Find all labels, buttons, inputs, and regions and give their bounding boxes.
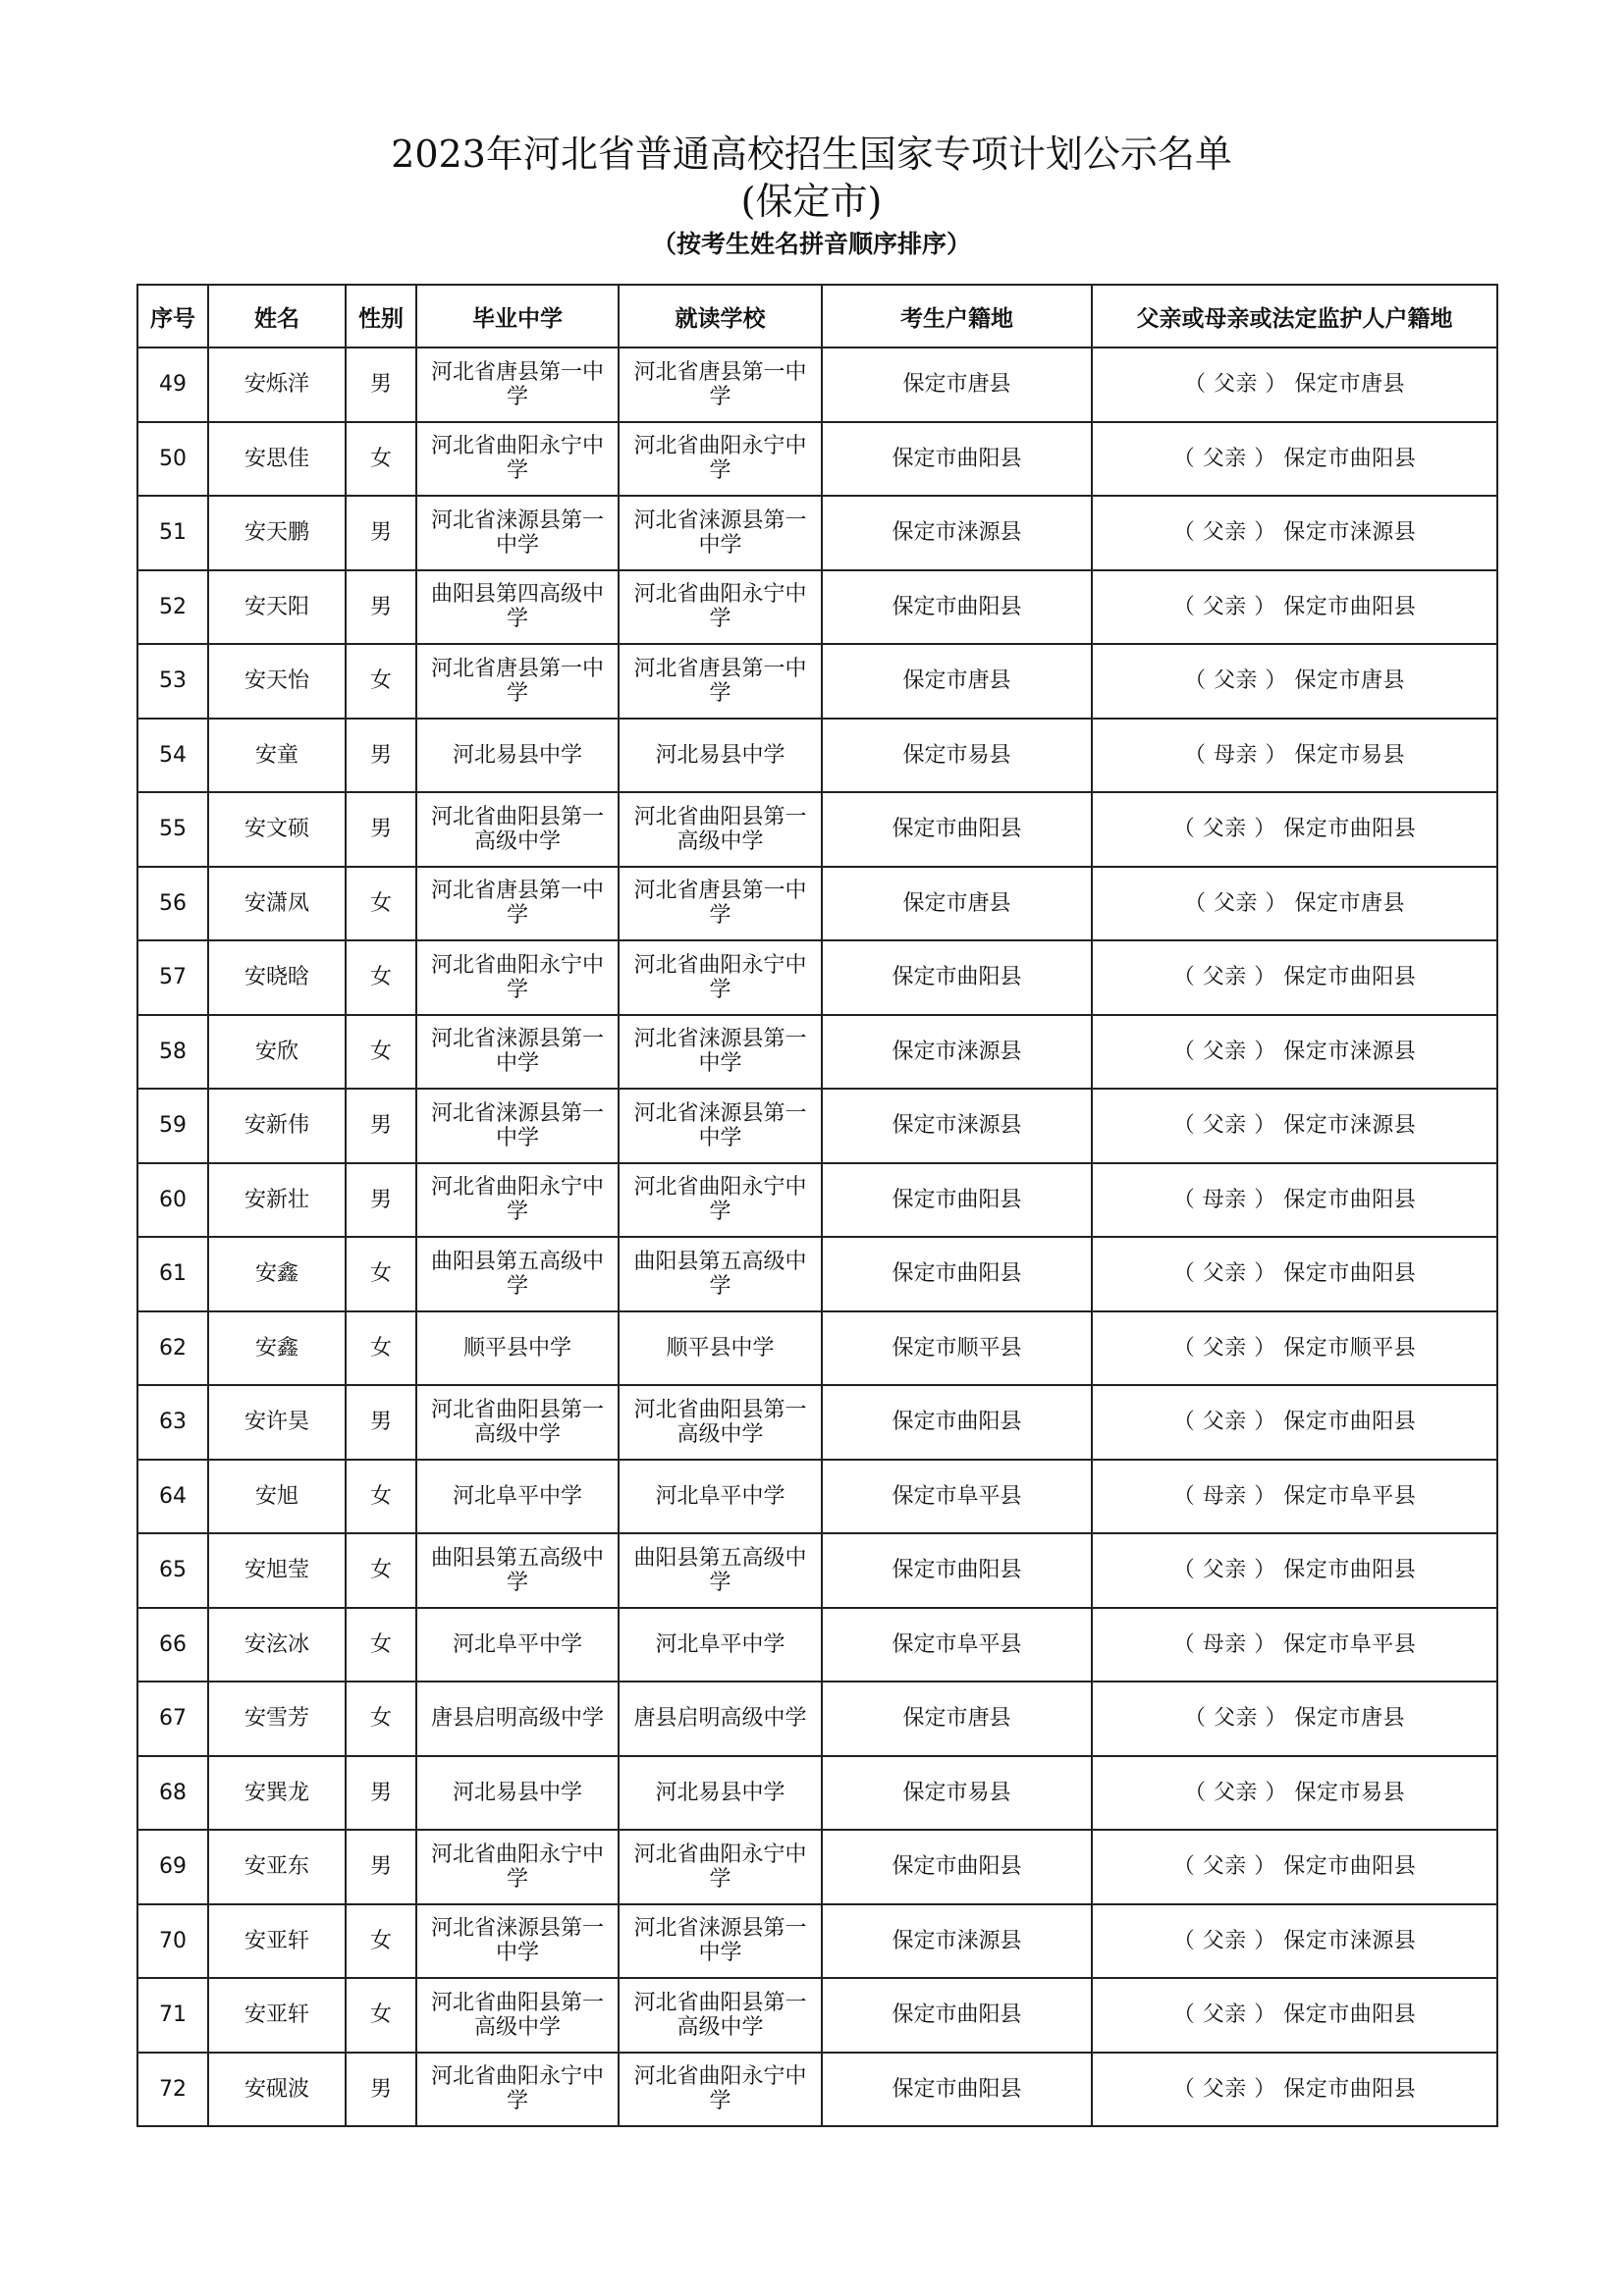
cell-school: 河北阜平中学 xyxy=(619,1460,822,1534)
cell-name: 安鑫 xyxy=(208,1311,346,1386)
sort-note: （按考生姓名拼音顺序排序） xyxy=(651,230,971,258)
table-body xyxy=(137,347,1497,2126)
cell-name: 安泫冰 xyxy=(208,1608,346,1682)
cell-hukou: 保定市唐县 xyxy=(822,867,1092,941)
cell-hukou: 保定市唐县 xyxy=(822,644,1092,719)
cell-hukou: 保定市曲阳县 xyxy=(822,1385,1092,1460)
cell-name: 安新伟 xyxy=(208,1089,346,1163)
header-school: 就读学校 xyxy=(619,285,822,347)
table-row xyxy=(137,1237,1497,1311)
header-name: 姓名 xyxy=(208,285,346,347)
cell-hukou: 保定市顺平县 xyxy=(822,1311,1092,1386)
cell-guardian: （ 父亲 ） 保定市顺平县 xyxy=(1092,1311,1497,1386)
cell-grad-school: 河北阜平中学 xyxy=(416,1460,619,1534)
cell-name: 安亚轩 xyxy=(208,1904,346,1979)
cell-school: 河北省曲阳县第一高级中学 xyxy=(619,1385,822,1460)
cell-gender: 女 xyxy=(346,1311,416,1386)
cell-hukou: 保定市唐县 xyxy=(822,1682,1092,1756)
cell-hukou: 保定市曲阳县 xyxy=(822,1978,1092,2053)
header-guardian: 父亲或母亲或法定监护人户籍地 xyxy=(1092,285,1497,347)
cell-grad-school: 顺平县中学 xyxy=(416,1311,619,1386)
document-subtitle: (保定市) xyxy=(740,180,883,223)
cell-guardian: （ 父亲 ） 保定市唐县 xyxy=(1092,644,1497,719)
cell-name: 安晓晗 xyxy=(208,940,346,1015)
table-row xyxy=(137,1089,1497,1163)
cell-name: 安新壮 xyxy=(208,1163,346,1238)
cell-name: 安天阳 xyxy=(208,570,346,645)
cell-grad-school: 河北省涞源县第一中学 xyxy=(416,1089,619,1163)
cell-grad-school: 河北省涞源县第一中学 xyxy=(416,496,619,570)
cell-school: 唐县启明高级中学 xyxy=(619,1682,822,1756)
cell-name: 安亚轩 xyxy=(208,1978,346,2053)
cell-hukou: 保定市涞源县 xyxy=(822,496,1092,570)
cell-gender: 男 xyxy=(346,1163,416,1238)
cell-name: 安旭 xyxy=(208,1460,346,1534)
cell-no: 50 xyxy=(137,422,208,497)
cell-school: 河北易县中学 xyxy=(619,1756,822,1831)
cell-school: 顺平县中学 xyxy=(619,1311,822,1386)
header-grad-school: 毕业中学 xyxy=(416,285,619,347)
cell-no: 72 xyxy=(137,2053,208,2127)
cell-hukou: 保定市曲阳县 xyxy=(822,1163,1092,1238)
cell-gender: 女 xyxy=(346,1015,416,1090)
cell-school: 河北省曲阳永宁中学 xyxy=(619,422,822,497)
cell-school: 河北省曲阳永宁中学 xyxy=(619,1163,822,1238)
cell-hukou: 保定市阜平县 xyxy=(822,1608,1092,1682)
header-gender: 性别 xyxy=(346,285,416,347)
table-row xyxy=(137,1830,1497,1904)
cell-name: 安欣 xyxy=(208,1015,346,1090)
cell-school: 河北省涞源县第一中学 xyxy=(619,1015,822,1090)
cell-no: 58 xyxy=(137,1015,208,1090)
cell-no: 55 xyxy=(137,792,208,867)
cell-grad-school: 河北省曲阳县第一高级中学 xyxy=(416,1385,619,1460)
table-row xyxy=(137,1163,1497,1238)
cell-gender: 男 xyxy=(346,1756,416,1831)
cell-gender: 男 xyxy=(346,1830,416,1904)
table-row xyxy=(137,1978,1497,2053)
cell-gender: 女 xyxy=(346,940,416,1015)
table-row xyxy=(137,422,1497,497)
cell-school: 河北省曲阳县第一高级中学 xyxy=(619,1978,822,2053)
cell-school: 河北省涞源县第一中学 xyxy=(619,496,822,570)
cell-name: 安文硕 xyxy=(208,792,346,867)
cell-hukou: 保定市阜平县 xyxy=(822,1460,1092,1534)
cell-grad-school: 河北省曲阳县第一高级中学 xyxy=(416,792,619,867)
cell-grad-school: 河北易县中学 xyxy=(416,1756,619,1831)
cell-grad-school: 河北省曲阳永宁中学 xyxy=(416,1830,619,1904)
table-row xyxy=(137,719,1497,793)
table-row xyxy=(137,1682,1497,1756)
cell-guardian: （ 父亲 ） 保定市唐县 xyxy=(1092,867,1497,941)
cell-guardian: （ 父亲 ） 保定市易县 xyxy=(1092,1756,1497,1831)
table-row xyxy=(137,496,1497,570)
header-hukou: 考生户籍地 xyxy=(822,285,1092,347)
cell-school: 河北省涞源县第一中学 xyxy=(619,1089,822,1163)
cell-name: 安砚波 xyxy=(208,2053,346,2127)
cell-gender: 男 xyxy=(346,1089,416,1163)
table-row xyxy=(137,867,1497,941)
cell-guardian: （ 父亲 ） 保定市曲阳县 xyxy=(1092,1978,1497,2053)
cell-no: 60 xyxy=(137,1163,208,1238)
cell-school: 河北省唐县第一中学 xyxy=(619,867,822,941)
cell-school: 河北省曲阳永宁中学 xyxy=(619,570,822,645)
cell-hukou: 保定市曲阳县 xyxy=(822,422,1092,497)
cell-name: 安亚东 xyxy=(208,1830,346,1904)
cell-school: 河北省曲阳县第一高级中学 xyxy=(619,792,822,867)
cell-school: 河北省涞源县第一中学 xyxy=(619,1904,822,1979)
cell-grad-school: 河北省曲阳永宁中学 xyxy=(416,422,619,497)
cell-grad-school: 河北省唐县第一中学 xyxy=(416,867,619,941)
cell-gender: 女 xyxy=(346,644,416,719)
cell-name: 安思佳 xyxy=(208,422,346,497)
table-row xyxy=(137,347,1497,422)
cell-no: 52 xyxy=(137,570,208,645)
cell-no: 64 xyxy=(137,1460,208,1534)
cell-guardian: （ 父亲 ） 保定市曲阳县 xyxy=(1092,570,1497,645)
cell-hukou: 保定市易县 xyxy=(822,1756,1092,1831)
cell-grad-school: 河北省涞源县第一中学 xyxy=(416,1904,619,1979)
cell-hukou: 保定市曲阳县 xyxy=(822,570,1092,645)
cell-guardian: （ 父亲 ） 保定市曲阳县 xyxy=(1092,2053,1497,2127)
cell-gender: 女 xyxy=(346,1978,416,2053)
cell-grad-school: 曲阳县第五高级中学 xyxy=(416,1237,619,1311)
cell-name: 安天鹏 xyxy=(208,496,346,570)
header-no: 序号 xyxy=(137,285,208,347)
cell-grad-school: 河北省曲阳永宁中学 xyxy=(416,2053,619,2127)
cell-grad-school: 唐县启明高级中学 xyxy=(416,1682,619,1756)
document-title: 2023年河北省普通高校招生国家专项计划公示名单 xyxy=(391,133,1232,176)
table-row xyxy=(137,2053,1497,2127)
cell-name: 安潇凤 xyxy=(208,867,346,941)
table-row xyxy=(137,1385,1497,1460)
cell-hukou: 保定市曲阳县 xyxy=(822,792,1092,867)
cell-gender: 女 xyxy=(346,1460,416,1534)
cell-no: 56 xyxy=(137,867,208,941)
cell-grad-school: 曲阳县第四高级中学 xyxy=(416,570,619,645)
cell-hukou: 保定市曲阳县 xyxy=(822,1237,1092,1311)
cell-no: 53 xyxy=(137,644,208,719)
cell-name: 安烁洋 xyxy=(208,347,346,422)
cell-guardian: （ 父亲 ） 保定市曲阳县 xyxy=(1092,940,1497,1015)
cell-school: 河北省唐县第一中学 xyxy=(619,347,822,422)
cell-no: 67 xyxy=(137,1682,208,1756)
cell-name: 安鑫 xyxy=(208,1237,346,1311)
cell-gender: 男 xyxy=(346,347,416,422)
cell-no: 63 xyxy=(137,1385,208,1460)
cell-no: 69 xyxy=(137,1830,208,1904)
table-row xyxy=(137,570,1497,645)
table-row xyxy=(137,792,1497,867)
cell-grad-school: 曲阳县第五高级中学 xyxy=(416,1533,619,1608)
table-row xyxy=(137,644,1497,719)
cell-gender: 男 xyxy=(346,792,416,867)
cell-guardian: （ 父亲 ） 保定市曲阳县 xyxy=(1092,1830,1497,1904)
cell-gender: 女 xyxy=(346,1533,416,1608)
cell-no: 59 xyxy=(137,1089,208,1163)
cell-grad-school: 河北省涞源县第一中学 xyxy=(416,1015,619,1090)
cell-name: 安雪芳 xyxy=(208,1682,346,1756)
table-row xyxy=(137,940,1497,1015)
cell-name: 安旭莹 xyxy=(208,1533,346,1608)
cell-no: 54 xyxy=(137,719,208,793)
cell-school: 河北省曲阳永宁中学 xyxy=(619,940,822,1015)
cell-gender: 女 xyxy=(346,1904,416,1979)
table-row xyxy=(137,1460,1497,1534)
cell-grad-school: 河北阜平中学 xyxy=(416,1608,619,1682)
cell-hukou: 保定市曲阳县 xyxy=(822,1830,1092,1904)
cell-guardian: （ 父亲 ） 保定市唐县 xyxy=(1092,1682,1497,1756)
cell-hukou: 保定市曲阳县 xyxy=(822,2053,1092,2127)
cell-guardian: （ 母亲 ） 保定市阜平县 xyxy=(1092,1460,1497,1534)
cell-grad-school: 河北省唐县第一中学 xyxy=(416,347,619,422)
cell-gender: 男 xyxy=(346,2053,416,2127)
cell-gender: 女 xyxy=(346,422,416,497)
cell-school: 曲阳县第五高级中学 xyxy=(619,1237,822,1311)
cell-school: 河北省曲阳永宁中学 xyxy=(619,1830,822,1904)
cell-grad-school: 河北省唐县第一中学 xyxy=(416,644,619,719)
table-header xyxy=(137,285,1497,347)
cell-gender: 女 xyxy=(346,1608,416,1682)
cell-no: 57 xyxy=(137,940,208,1015)
cell-school: 河北省曲阳永宁中学 xyxy=(619,2053,822,2127)
cell-no: 62 xyxy=(137,1311,208,1386)
cell-gender: 男 xyxy=(346,719,416,793)
table-row xyxy=(137,1015,1497,1090)
cell-hukou: 保定市曲阳县 xyxy=(822,940,1092,1015)
cell-hukou: 保定市涞源县 xyxy=(822,1015,1092,1090)
cell-hukou: 保定市涞源县 xyxy=(822,1904,1092,1979)
cell-gender: 女 xyxy=(346,1237,416,1311)
cell-no: 70 xyxy=(137,1904,208,1979)
cell-school: 河北省唐县第一中学 xyxy=(619,644,822,719)
cell-hukou: 保定市唐县 xyxy=(822,347,1092,422)
cell-hukou: 保定市易县 xyxy=(822,719,1092,793)
table-row xyxy=(137,1311,1497,1386)
cell-guardian: （ 父亲 ） 保定市唐县 xyxy=(1092,347,1497,422)
cell-hukou: 保定市涞源县 xyxy=(822,1089,1092,1163)
cell-name: 安天怡 xyxy=(208,644,346,719)
cell-guardian: （ 母亲 ） 保定市易县 xyxy=(1092,719,1497,793)
cell-name: 安许昊 xyxy=(208,1385,346,1460)
cell-grad-school: 河北省曲阳永宁中学 xyxy=(416,1163,619,1238)
cell-guardian: （ 父亲 ） 保定市涞源县 xyxy=(1092,1904,1497,1979)
cell-grad-school: 河北省曲阳永宁中学 xyxy=(416,940,619,1015)
cell-no: 51 xyxy=(137,496,208,570)
cell-no: 49 xyxy=(137,347,208,422)
cell-no: 61 xyxy=(137,1237,208,1311)
table-row xyxy=(137,1608,1497,1682)
cell-guardian: （ 父亲 ） 保定市曲阳县 xyxy=(1092,422,1497,497)
cell-gender: 女 xyxy=(346,1682,416,1756)
cell-school: 河北阜平中学 xyxy=(619,1608,822,1682)
cell-no: 71 xyxy=(137,1978,208,2053)
cell-guardian: （ 父亲 ） 保定市曲阳县 xyxy=(1092,1237,1497,1311)
cell-guardian: （ 父亲 ） 保定市曲阳县 xyxy=(1092,1385,1497,1460)
table-row xyxy=(137,1904,1497,1979)
cell-guardian: （ 父亲 ） 保定市曲阳县 xyxy=(1092,792,1497,867)
cell-school: 河北易县中学 xyxy=(619,719,822,793)
cell-guardian: （ 父亲 ） 保定市涞源县 xyxy=(1092,496,1497,570)
cell-no: 66 xyxy=(137,1608,208,1682)
cell-grad-school: 河北易县中学 xyxy=(416,719,619,793)
cell-guardian: （ 父亲 ） 保定市曲阳县 xyxy=(1092,1533,1497,1608)
cell-grad-school: 河北省曲阳县第一高级中学 xyxy=(416,1978,619,2053)
cell-school: 曲阳县第五高级中学 xyxy=(619,1533,822,1608)
header-row xyxy=(137,285,1497,347)
table-row xyxy=(137,1533,1497,1608)
cell-no: 68 xyxy=(137,1756,208,1831)
cell-no: 65 xyxy=(137,1533,208,1608)
cell-hukou: 保定市曲阳县 xyxy=(822,1533,1092,1608)
table-row xyxy=(137,1756,1497,1831)
cell-gender: 女 xyxy=(346,867,416,941)
cell-guardian: （ 父亲 ） 保定市涞源县 xyxy=(1092,1089,1497,1163)
cell-gender: 男 xyxy=(346,496,416,570)
student-roster-table xyxy=(136,284,1498,2127)
cell-guardian: （ 父亲 ） 保定市涞源县 xyxy=(1092,1015,1497,1090)
cell-guardian: （ 母亲 ） 保定市阜平县 xyxy=(1092,1608,1497,1682)
cell-guardian: （ 母亲 ） 保定市曲阳县 xyxy=(1092,1163,1497,1238)
cell-gender: 男 xyxy=(346,1385,416,1460)
cell-name: 安巽龙 xyxy=(208,1756,346,1831)
cell-gender: 男 xyxy=(346,570,416,645)
cell-name: 安童 xyxy=(208,719,346,793)
